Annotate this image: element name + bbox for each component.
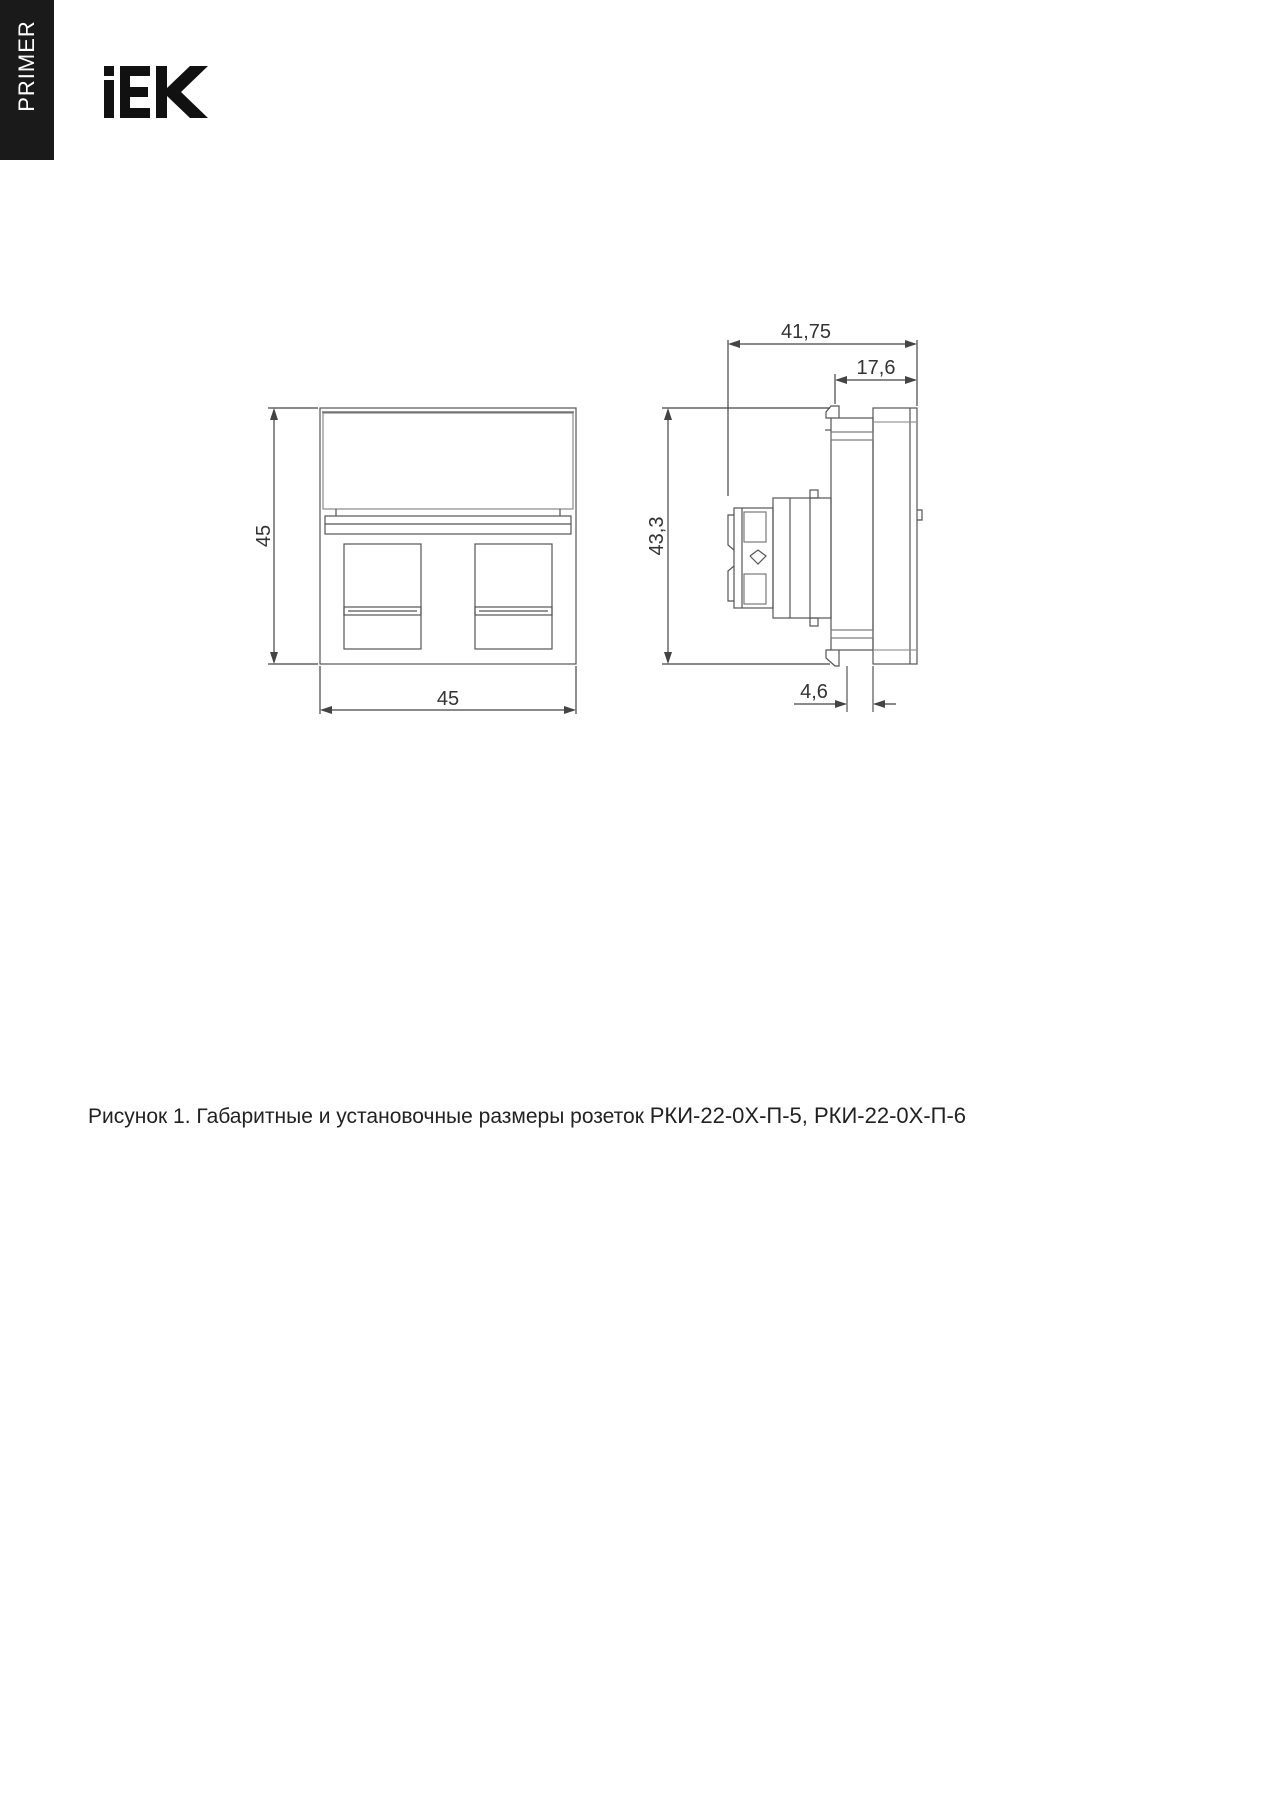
side-frame-depth-label: 17,6	[856, 357, 896, 379]
front-view-outline	[320, 408, 576, 664]
side-tab	[0, 0, 54, 160]
front-width-label: 45	[436, 688, 460, 710]
figure-caption-codes: РКИ-22-0Х-П-5, РКИ-22-0Х-П-6	[649, 1103, 967, 1128]
dimension-arrows	[270, 340, 917, 714]
figure-caption-text: Рисунок 1. Габаритные и установочные размеры розеток	[88, 1105, 650, 1128]
figure-caption	[88, 1103, 966, 1129]
side-view-outline	[728, 406, 922, 712]
side-height-dimension	[662, 408, 830, 664]
technical-drawing	[230, 300, 990, 740]
iek-logo	[104, 66, 210, 118]
side-plate-thickness-label: 4,6	[800, 681, 828, 703]
side-tab-label: PRIMER	[14, 20, 39, 112]
side-height-label: 43,3	[646, 516, 668, 556]
front-height-label: 45	[253, 524, 275, 548]
side-overall-depth-label: 41,75	[780, 321, 832, 343]
front-height-dimension	[268, 408, 318, 664]
